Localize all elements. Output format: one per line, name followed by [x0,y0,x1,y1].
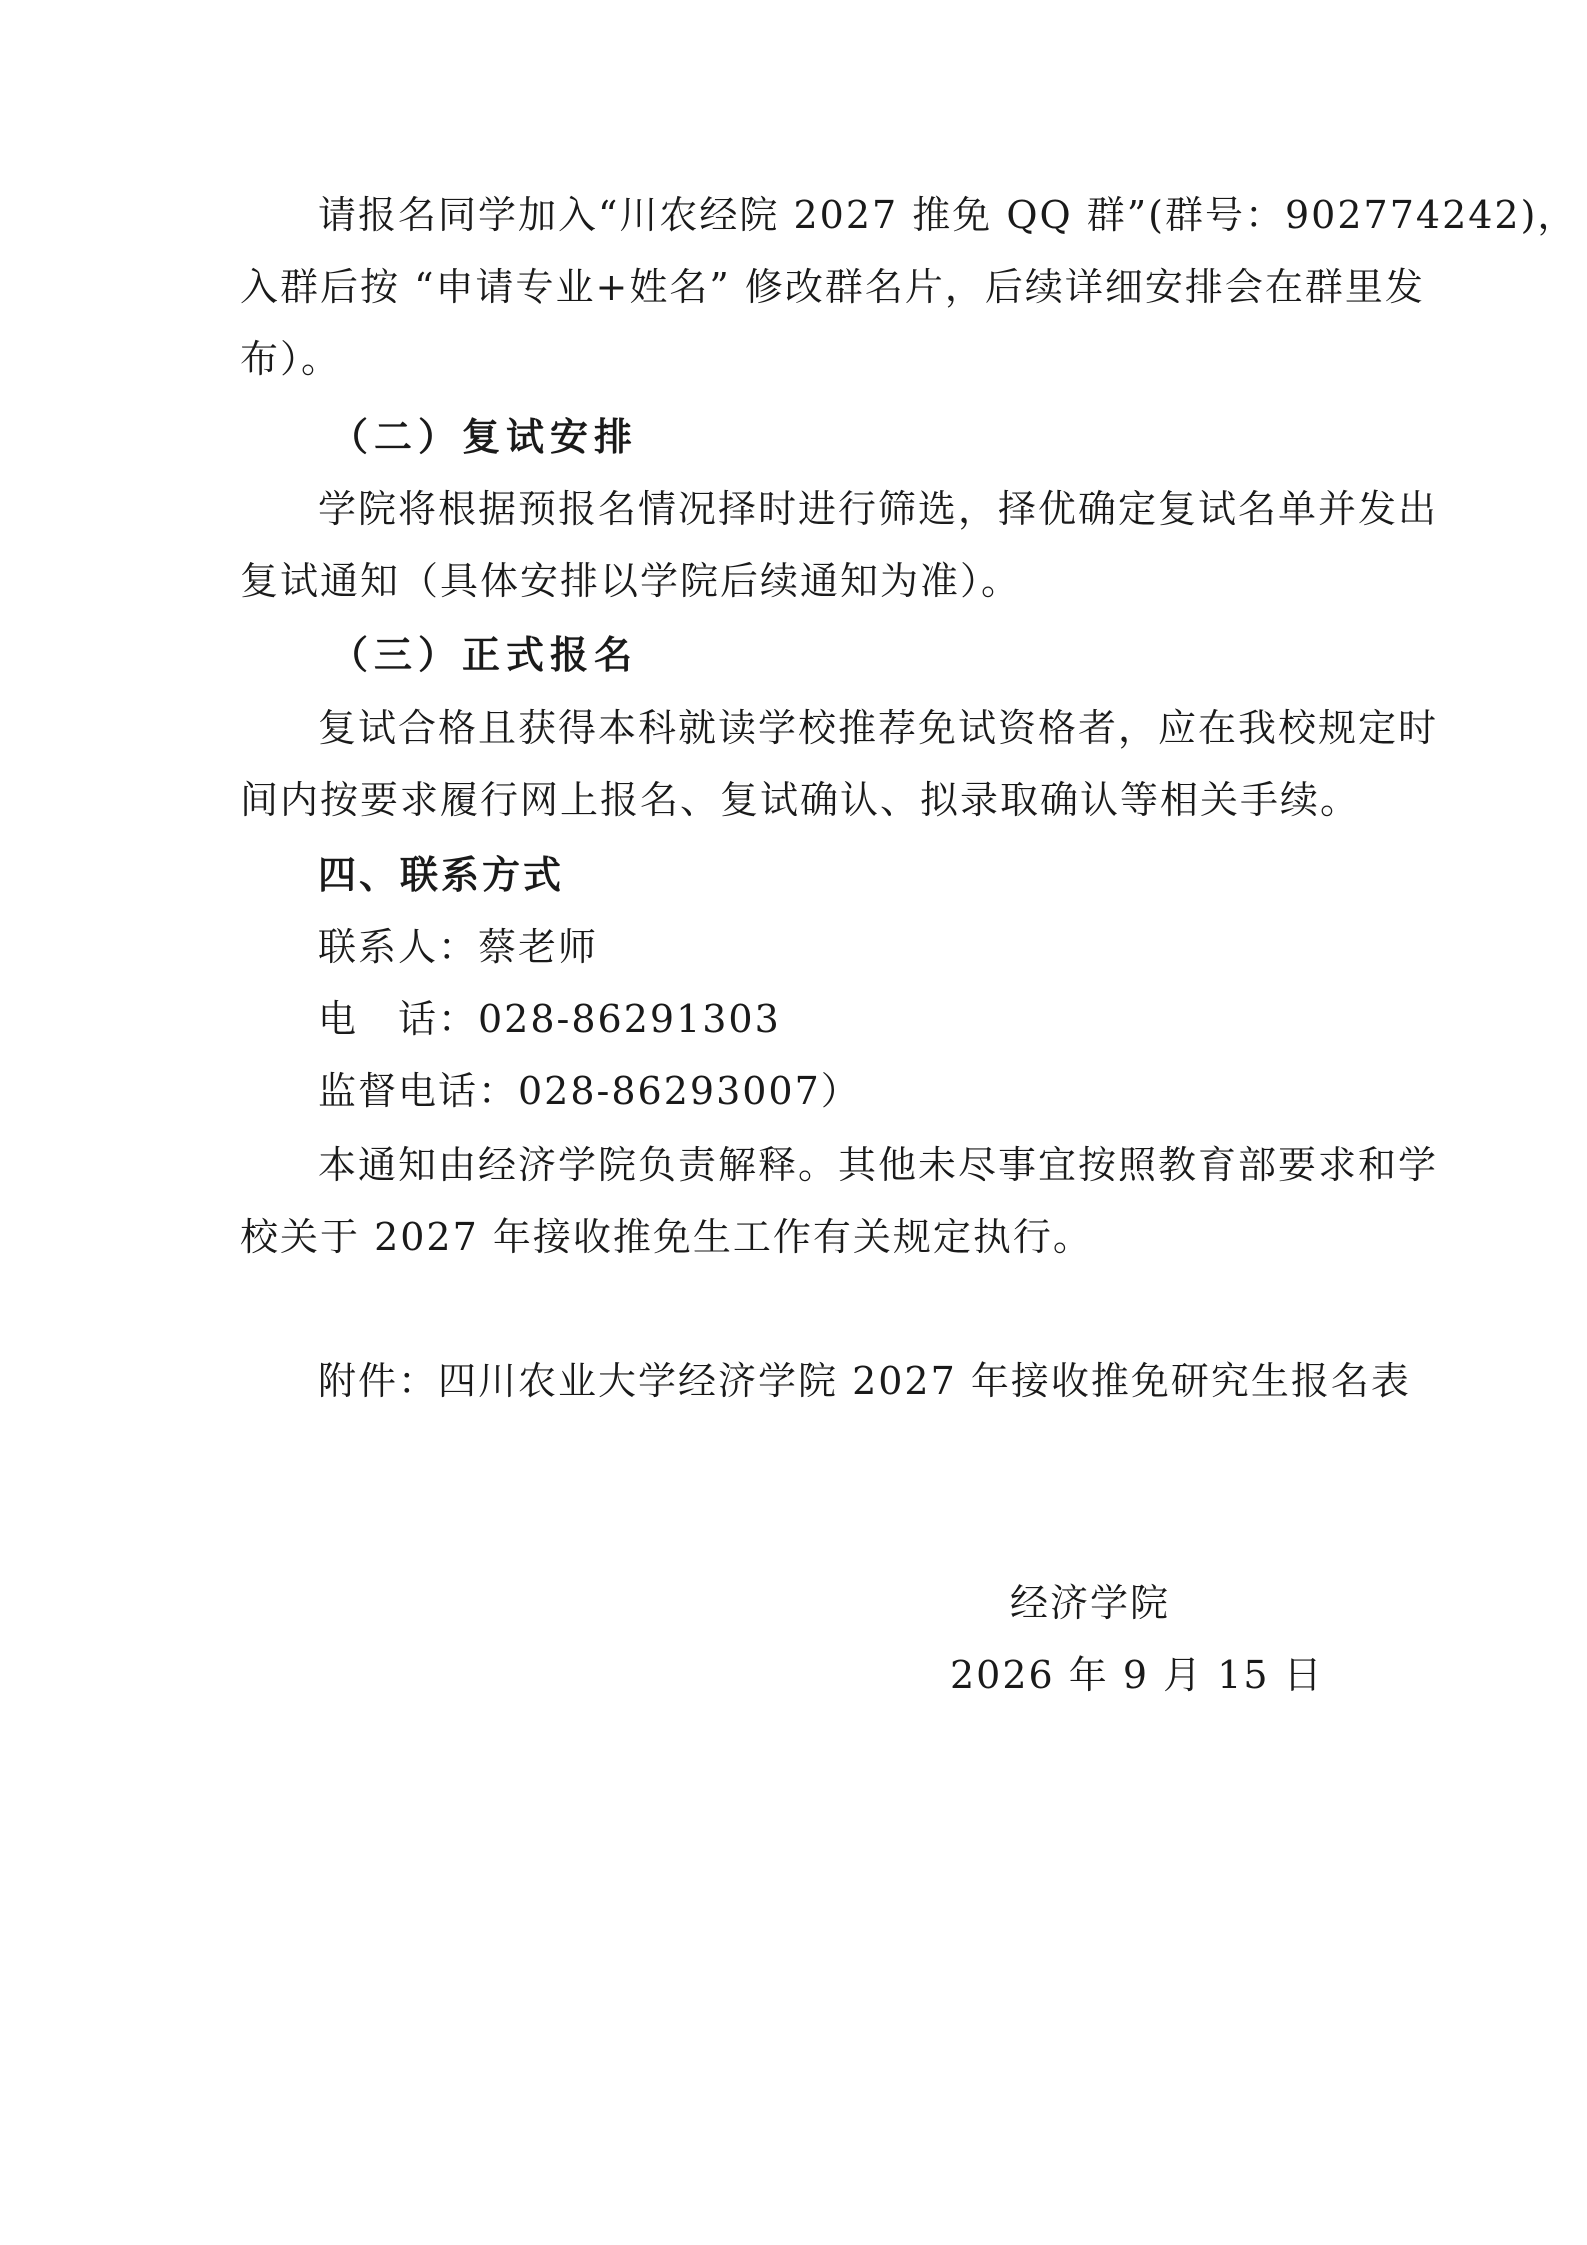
paragraph-interpretation-line2: 校关于 2027 年接收推免生工作有关规定执行。 [240,1215,1093,1259]
paragraph-registration-line1: 复试合格且获得本科就读学校推荐免试资格者，应在我校规定时 [318,706,1439,750]
paragraph-retest-line2: 复试通知（具体安排以学院后续通知为准）。 [240,559,1022,603]
signature-org: 经济学院 [1010,1581,1171,1625]
signature-date: 2026 年 9 月 15 日 [950,1653,1324,1697]
paragraph-qq-group-line1: 请报名同学加入“川农经院 2027 推免 QQ 群”(群号：902774242)， [318,193,1578,237]
paragraph-retest-line1: 学院将根据预报名情况择时进行筛选，择优确定复试名单并发出 [318,487,1439,531]
heading-contact-info: 四、联系方式 [318,853,565,897]
contact-person: 联系人：蔡老师 [318,925,599,969]
paragraph-qq-group-line3: 布）。 [240,337,342,381]
contact-phone: 电 话：028-86291303 [318,997,781,1041]
paragraph-interpretation-line1: 本通知由经济学院负责解释。其他未尽事宜按照教育部要求和学 [318,1143,1439,1187]
supervision-phone: 监督电话：028-86293007） [318,1069,861,1113]
paragraph-qq-group-line2: 入群后按 “申请专业+姓名” 修改群名片，后续详细安排会在群里发 [240,265,1425,309]
heading-retest-arrangement: （二）复试安排 [330,414,639,459]
paragraph-registration-line2: 间内按要求履行网上报名、复试确认、拟录取确认等相关手续。 [240,778,1361,822]
heading-formal-registration: （三）正式报名 [330,632,639,677]
attachment-note: 附件：四川农业大学经济学院 2027 年接收推免研究生报名表 [318,1359,1411,1403]
